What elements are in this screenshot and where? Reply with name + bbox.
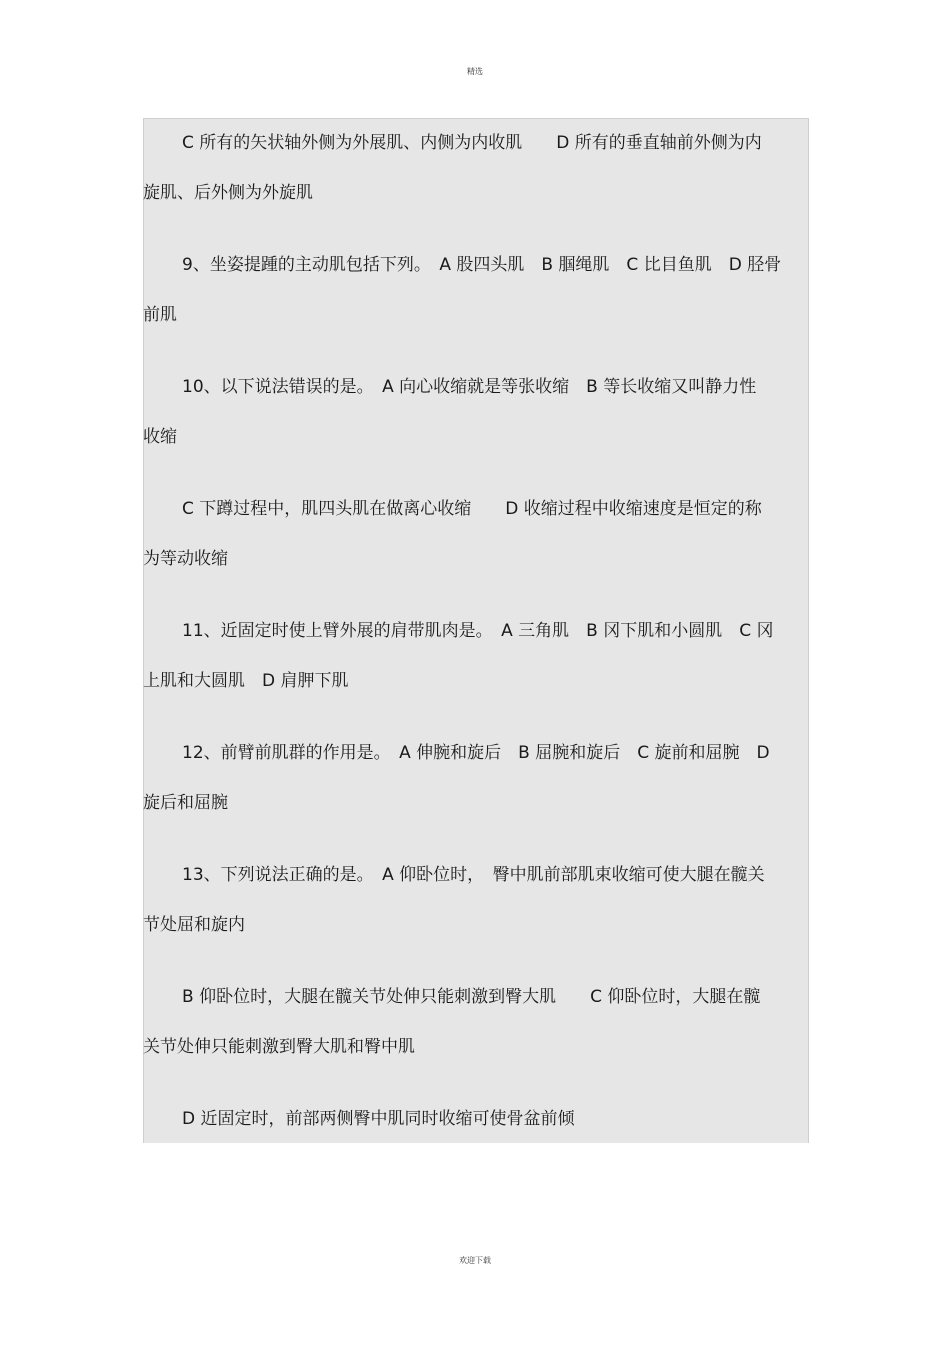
text-line: 收缩 <box>143 427 177 447</box>
question-12: 12、前臂前肌群的作用是。 A 伸腕和旋后 B 屈腕和旋后 C 旋前和屈腕 D <box>182 743 770 763</box>
question-9: 9、坐姿提踵的主动肌包括下列。 A 股四头肌 B 腘绳肌 C 比目鱼肌 D 胫骨 <box>182 255 782 275</box>
text-line: 旋后和屈腕 <box>143 793 228 813</box>
text-line: C 下蹲过程中，肌四头肌在做离心收缩 D 收缩过程中收缩速度是恒定的称 <box>182 499 762 519</box>
text-line: 旋肌、后外侧为外旋肌 <box>143 183 313 203</box>
text-line: 节处屈和旋内 <box>143 915 245 935</box>
text-line: B 仰卧位时，大腿在髋关节处伸只能刺激到臀大肌 C 仰卧位时，大腿在髋 <box>182 987 761 1007</box>
page-footer: 欢迎下载 <box>459 1256 491 1265</box>
text-line: 上肌和大圆肌 D 肩胛下肌 <box>143 671 349 691</box>
text-line: 关节处伸只能刺激到臀大肌和臀中肌 <box>143 1037 415 1057</box>
text-line: 为等动收缩 <box>143 549 228 569</box>
text-line: C 所有的矢状轴外侧为外展肌、内侧为内收肌 D 所有的垂直轴前外侧为内 <box>182 133 762 153</box>
text-line: D 近固定时，前部两侧臀中肌同时收缩可使骨盆前倾 <box>182 1109 575 1129</box>
question-13: 13、下列说法正确的是。 A 仰卧位时， 臀中肌前部肌束收缩可使大腿在髋关 <box>182 865 765 885</box>
text-line: 前肌 <box>143 305 177 325</box>
question-11: 11、近固定时使上臂外展的肩带肌肉是。 A 三角肌 B 冈下肌和小圆肌 C 冈 <box>182 621 774 641</box>
page-header: 精选 <box>467 67 483 76</box>
question-10: 10、以下说法错误的是。 A 向心收缩就是等张收缩 B 等长收缩又叫静力性 <box>182 377 757 397</box>
